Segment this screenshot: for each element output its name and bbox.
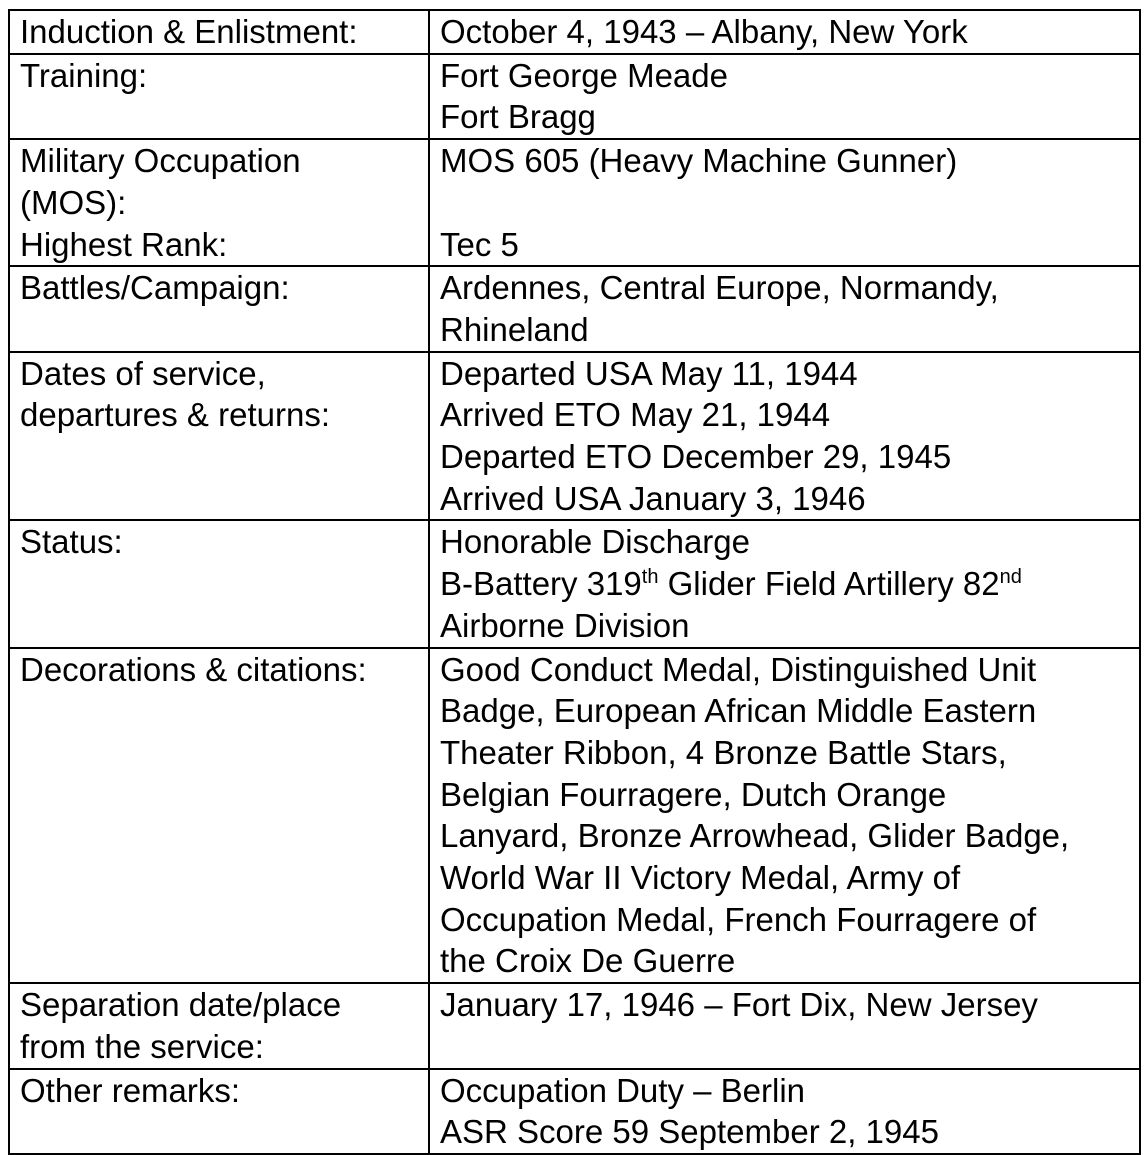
row-value-separation [429, 983, 1140, 1068]
label-line: Induction & Enlistment: [20, 13, 358, 50]
ordinal-suffix: th [641, 566, 659, 589]
value-line: Fort George Meade [440, 56, 728, 94]
value-line: Badge, European African Middle Eastern [440, 692, 1037, 730]
row-label-status [9, 520, 429, 647]
value-line: Departed USA May 11, 1944 [440, 354, 858, 392]
table-row [9, 266, 1140, 351]
label-line: Training: [20, 56, 148, 94]
table-row [9, 139, 1140, 266]
value-line: Rhineland [440, 310, 589, 348]
label-line: Battles/Campaign: [20, 269, 290, 307]
unit-line [440, 563, 1133, 605]
value-line: Lanyard, Bronze Arrowhead, Glider Badge, [440, 817, 1070, 855]
table-row [9, 352, 1140, 521]
value-line: Arrived USA January 3, 1946 [440, 479, 866, 517]
row-label-battles [9, 266, 429, 351]
unit-battery: B-Battery 319 [440, 565, 642, 603]
table-row [9, 54, 1140, 139]
value-line: Honorable Discharge [440, 523, 751, 561]
table-row [9, 648, 1140, 984]
value-line: Theater Ribbon, 4 Bronze Battle Stars, [440, 733, 1007, 771]
row-label-dates [9, 352, 429, 521]
value-line: the Croix De Guerre [440, 942, 736, 980]
unit-division: Airborne Division [440, 606, 690, 644]
row-label-separation [9, 983, 429, 1068]
value-line: Departed ETO December 29, 1945 [440, 438, 952, 476]
value-line: October 4, 1943 – Albany, New York [440, 13, 968, 50]
row-label-decorations [9, 648, 429, 984]
row-value-remarks [429, 1069, 1140, 1154]
row-label-mos [9, 139, 429, 266]
table-row [9, 520, 1140, 647]
row-label-induction [9, 10, 429, 54]
value-line: World War II Victory Medal, Army of [440, 859, 961, 897]
row-label-training [9, 54, 429, 139]
value-line: Occupation Medal, French Fourragere of [440, 900, 1037, 938]
value-line: Fort Bragg [440, 98, 596, 136]
label-line: Other remarks: [20, 1071, 241, 1109]
row-value-mos [429, 139, 1140, 266]
value-line: MOS 605 (Heavy Machine Gunner) [440, 142, 958, 180]
row-label-remarks [9, 1069, 429, 1154]
label-line: Separation date/place [20, 986, 342, 1024]
value-line: Tec 5 [440, 225, 519, 263]
service-record-table [8, 9, 1141, 1155]
value-line: January 17, 1946 – Fort Dix, New Jersey [440, 986, 1038, 1024]
label-line: Status: [20, 523, 123, 561]
table-row [9, 1069, 1140, 1154]
row-value-dates [429, 352, 1140, 521]
value-line: Ardennes, Central Europe, Normandy, [440, 269, 999, 307]
row-value-status [429, 520, 1140, 647]
table-row [9, 983, 1140, 1068]
row-value-induction [429, 10, 1140, 54]
label-line: Military Occupation [20, 142, 301, 180]
row-value-decorations [429, 648, 1140, 984]
value-line: Arrived ETO May 21, 1944 [440, 396, 831, 434]
label-line: (MOS): [20, 183, 127, 221]
label-line: Highest Rank: [20, 225, 228, 263]
label-line: departures & returns: [20, 396, 330, 434]
ordinal-suffix: nd [999, 566, 1022, 589]
label-line: Dates of service, [20, 354, 266, 392]
label-line: Decorations & citations: [20, 650, 367, 688]
value-line: Occupation Duty – Berlin [440, 1071, 806, 1109]
row-value-training [429, 54, 1140, 139]
table-row [9, 10, 1140, 54]
blank-line [440, 182, 1133, 224]
unit-artillery: Glider Field Artillery 82 [658, 565, 1000, 603]
value-line: Good Conduct Medal, Distinguished Unit [440, 650, 1037, 688]
row-value-battles [429, 266, 1140, 351]
label-line: from the service: [20, 1027, 264, 1065]
value-line: Belgian Fourragere, Dutch Orange [440, 775, 947, 813]
value-line: ASR Score 59 September 2, 1945 [440, 1113, 939, 1151]
